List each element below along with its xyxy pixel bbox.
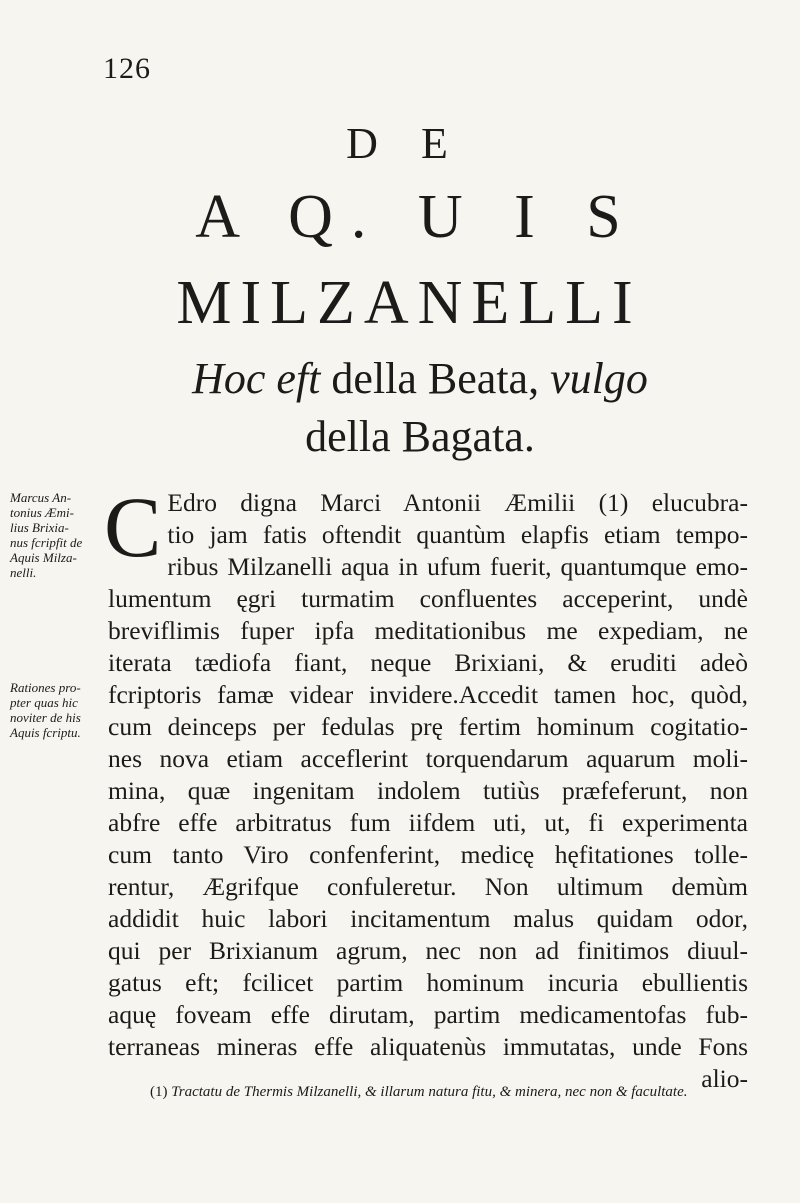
margin-note-2-line: noviter de his <box>10 710 81 725</box>
title-line-milzanelli: MILZANELLI <box>176 269 642 337</box>
body-line: ribus Milzanelli aqua in ufum fuerit, quantumque emo- <box>167 552 748 581</box>
margin-note-2-line: Rationes pro- <box>10 680 81 695</box>
body-line: Edro digna Marci Antonii Æmilii (1) elucubra- <box>167 488 748 517</box>
margin-note-1 <box>10 490 110 580</box>
body-line: cum deinceps per fedulas prę fertim hominum cogitatio- <box>108 712 748 741</box>
body-line: abfre effe arbitratus fum iifdem uti, ut, fi experimenta <box>108 808 748 837</box>
margin-note-2-line: Aquis fcriptu. <box>10 725 81 740</box>
body-line: addidit huic labori incitamentum malus quidam odor, <box>108 904 748 933</box>
margin-note-1-line: tonius Æmi- <box>10 505 74 520</box>
body-line: iterata tædiofa fiant, neque Brixiani, & eruditi adeò <box>108 648 748 677</box>
body-line: nes nova etiam acceflerint torquendarum aquarum moli- <box>108 744 748 773</box>
body-line: fcriptoris famæ videar invidere.Accedit tamen hoc, quòd, <box>108 680 748 709</box>
margin-note-2 <box>10 680 110 740</box>
margin-note-2-line: pter quas hic <box>10 695 78 710</box>
drop-cap: C <box>104 479 162 575</box>
body-line: qui per Brixianum agrum, nec non ad finitimos diuul- <box>108 936 748 965</box>
margin-note-1-line: nelli. <box>10 565 37 580</box>
body-line: cum tanto Viro confenferint, medicę hęfitationes tolle- <box>108 840 748 869</box>
catchword: alio- <box>701 1064 748 1093</box>
body-line: rentur, Ægrifque confuleretur. Non ultimum demùm <box>108 872 748 901</box>
body-line: breviflimis fuper ipfa meditationibus me expediam, ne <box>108 616 748 645</box>
body-line: aquę foveam effe dirutam, partim medicamentofas fub- <box>108 1000 748 1029</box>
body-text <box>104 479 748 1095</box>
subtitle-italic-b: vulgo <box>550 354 648 403</box>
margin-note-1-line: Aquis Milza- <box>10 550 77 565</box>
margin-note-1-line: lius Brixia- <box>10 520 69 535</box>
subtitle <box>0 350 800 466</box>
subtitle-roman-b: della Bagata. <box>305 412 535 461</box>
subtitle-italic-a: Hoc eft <box>192 354 321 403</box>
footnote <box>150 1082 770 1102</box>
title-line-aquis: A Q. U I S <box>195 183 639 251</box>
footnote-marker: (1) <box>150 1084 168 1100</box>
body-line: tio jam fatis oftendit quantùm elapfis etiam tempo- <box>167 520 748 549</box>
body-line: gatus eft; fcilicet partim hominum incuria ebullientis <box>108 968 748 997</box>
body-line: lumentum ęgri turmatim confluentes acceperint, undè <box>108 584 748 613</box>
title-line-de: D E <box>346 119 464 168</box>
footnote-text: Tractatu de Thermis Milzanelli, & illarum natura fitu, & minera, nec non & facultate. <box>171 1084 688 1100</box>
margin-note-1-line: nus fcripfit de <box>10 535 83 550</box>
body-line: mina, quæ ingenitam indolem tutiùs præfeferunt, non <box>108 776 748 805</box>
subtitle-roman-a: della Beata, <box>331 354 540 403</box>
body-line: terraneas mineras effe aliquatenùs immutatas, unde Fons <box>108 1032 748 1061</box>
margin-note-1-line: Marcus An- <box>10 490 72 505</box>
page-number: 126 <box>103 52 151 85</box>
